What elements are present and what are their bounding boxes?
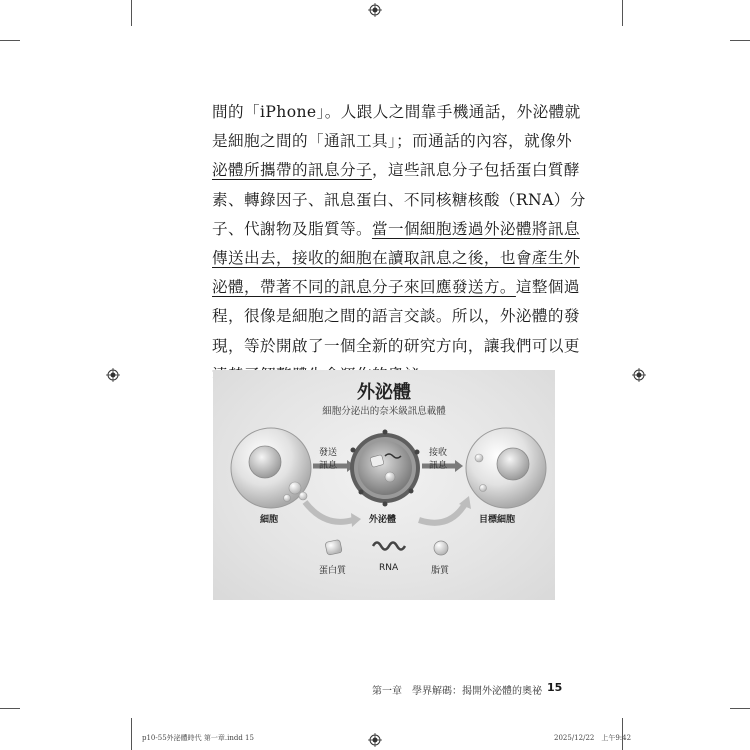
protein-label: 蛋白質 (319, 566, 347, 576)
running-footer: 第一章 學界解碼：揭開外泌體的奧祕 (372, 686, 542, 697)
arrow-icon (305, 502, 353, 522)
send-label-line: 訊息 (318, 461, 337, 471)
figure-subtitle: 細胞分泌出的奈米級訊息載體 (322, 406, 446, 417)
body-paragraph (212, 98, 586, 390)
exosome-icon (350, 430, 420, 507)
body-line: 是細胞之間的「通訊工具」；而通話的內容，就像外 (212, 132, 573, 151)
body-line: 程，很像是細胞之間的語言交談。所以，外泌體的發 (212, 307, 580, 326)
figure-title: 外泌體 (357, 382, 411, 403)
protein-icon (325, 539, 342, 555)
body-line: 間的「iPhone」。人跟人之間靠手機通話，外泌體就 (212, 103, 581, 121)
cell-icon (231, 428, 311, 508)
send-message-label (316, 447, 340, 473)
crop-mark (131, 718, 132, 750)
exosome-label: 外泌體 (369, 515, 397, 525)
body-text: 子、代謝物及脂質等。 (212, 219, 372, 238)
underlined-text: 泌體，帶著不同的訊息分子來回應發送方。 (212, 278, 516, 297)
exosome-figure (213, 370, 555, 600)
crop-mark (0, 708, 20, 709)
body-line: 傳送出去，接收的細胞在讀取訊息之後，也會產生外 (212, 248, 580, 267)
registration-mark-icon (106, 368, 120, 382)
crop-mark (730, 708, 750, 709)
crop-mark (0, 40, 20, 41)
body-text: 這整個過 (515, 278, 580, 297)
receive-label-line: 接收 (428, 448, 447, 458)
print-slug-file: p10-55外泌體時代 第一章.indd 15 (142, 734, 254, 742)
body-line (212, 156, 580, 185)
body-line: 現，等於開啟了一個全新的研究方向，讓我們可以更 (212, 336, 580, 355)
crop-mark (622, 0, 623, 26)
underlined-text: 泌體所攜帶的訊息分子 (212, 161, 372, 180)
target-cell-icon (466, 428, 546, 508)
registration-mark-icon (368, 733, 382, 747)
body-text: ，這些訊息分子包括蛋白質酵 (371, 161, 580, 180)
target-cell-label: 目標細胞 (479, 515, 516, 525)
underlined-text: 當一個細胞透過外泌體將訊息 (371, 219, 580, 238)
arrow-icon (419, 504, 465, 523)
cell-label: 細胞 (260, 515, 279, 525)
page-number: 15 (547, 681, 563, 694)
lipid-icon (434, 541, 448, 555)
registration-mark-icon (368, 3, 382, 17)
body-line: 素、轉錄因子、訊息蛋白、不同核糖核酸（RNA）分 (212, 190, 586, 209)
rna-label: RNA (379, 563, 399, 573)
receive-message-label (426, 447, 450, 473)
registration-mark-icon (632, 368, 646, 382)
crop-mark (730, 40, 750, 41)
lipid-label: 脂質 (431, 566, 450, 576)
send-label-line: 發送 (318, 448, 337, 458)
receive-label-line: 訊息 (428, 461, 447, 471)
body-line (212, 215, 580, 244)
body-line (212, 273, 580, 302)
print-slug-date: 2025/12/22 上午9:42 (554, 734, 632, 742)
crop-mark (131, 0, 132, 26)
rna-icon (373, 543, 405, 550)
